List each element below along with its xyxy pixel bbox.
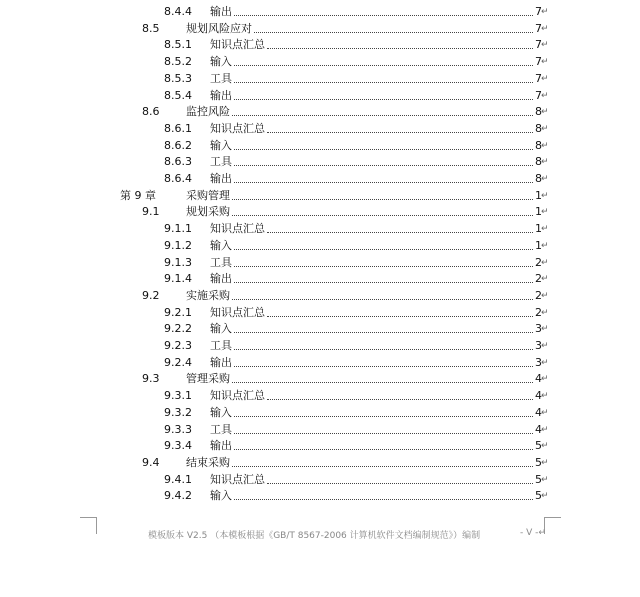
toc-entry-page: 8 <box>535 172 542 185</box>
toc-entry-title: 输出 <box>210 355 232 369</box>
toc-entry-title: 采购管理 <box>186 188 230 202</box>
toc-entry-number: 9.2.2 <box>164 322 192 336</box>
toc-entry-page: 4 <box>535 405 542 419</box>
toc-entry-number: 8.5.3 <box>164 71 192 85</box>
toc-entry-title: 工具 <box>210 155 232 169</box>
toc-entry-title: 工具 <box>210 71 232 85</box>
toc-entry-page: 5 <box>535 472 542 486</box>
toc-entry-page: 1 <box>535 205 542 219</box>
toc-entry-page: 3 <box>535 355 542 369</box>
toc-entry-page: 7 <box>535 38 542 52</box>
toc-entry-number: 8.5.4 <box>164 88 192 102</box>
toc-entry-title: 知识点汇总 <box>210 121 265 135</box>
toc-entry-page: 5 <box>535 439 542 453</box>
toc-entry-number: 9.2.4 <box>164 355 192 369</box>
toc-entry[interactable] <box>0 305 640 321</box>
paragraph-mark-icon: ↵ <box>541 57 549 68</box>
toc-entry[interactable] <box>0 21 640 37</box>
toc-entry-title: 知识点汇总 <box>210 472 265 486</box>
toc-entry-title: 输出 <box>210 88 232 102</box>
toc-entry-title: 工具 <box>210 339 232 352</box>
toc-dot-leader <box>234 15 533 16</box>
toc-entry[interactable] <box>0 4 640 20</box>
toc-entry-number: 9.2.1 <box>164 305 192 319</box>
paragraph-mark-icon: ↵ <box>541 424 549 435</box>
paragraph-mark-icon: ↵ <box>541 307 549 318</box>
toc-entry-page: 2 <box>535 255 542 269</box>
toc-dot-leader <box>267 232 533 233</box>
toc-entry-page: 4 <box>535 422 542 436</box>
toc-entry[interactable] <box>0 54 640 70</box>
toc-entry[interactable] <box>0 88 640 104</box>
toc-entry[interactable] <box>0 154 640 170</box>
toc-entry-page: 2 <box>535 305 542 319</box>
toc-dot-leader <box>232 466 533 467</box>
toc-dot-leader <box>232 115 533 116</box>
paragraph-mark-icon: ↵ <box>541 123 549 134</box>
paragraph-mark-icon: ↵ <box>541 140 549 151</box>
paragraph-mark-icon: ↵ <box>541 407 549 418</box>
toc-entry[interactable] <box>0 255 640 271</box>
toc-dot-leader <box>232 299 533 300</box>
toc-entry-number: 8.5 <box>142 21 160 35</box>
paragraph-mark-icon: ↵ <box>541 73 549 84</box>
footer-template-note: 模板版本 V2.5 （本模板根据《GB/T 8567-2006 计算机软件文档编制规范》）编制 <box>148 531 481 541</box>
toc-dot-leader <box>232 382 533 383</box>
toc-entry-page: 4 <box>535 372 542 386</box>
toc-entry-number: 8.6 <box>142 105 160 119</box>
toc-entry-page: 2 <box>535 288 542 302</box>
toc-entry-number: 8.5.2 <box>164 55 192 69</box>
toc-entry-title: 结束采购 <box>186 455 230 469</box>
toc-entry-page: 7 <box>535 88 542 102</box>
toc-entry[interactable] <box>0 405 640 421</box>
toc-entry-page: 7 <box>535 21 542 35</box>
toc-entry-title: 输入 <box>210 138 232 152</box>
toc-dot-leader <box>234 249 533 250</box>
toc-entry[interactable] <box>0 121 640 137</box>
paragraph-mark-icon: ↵ <box>541 441 549 452</box>
page-footer <box>0 528 640 544</box>
toc-entry[interactable] <box>0 438 640 454</box>
toc-entry[interactable] <box>0 388 640 404</box>
toc-dot-leader <box>267 483 533 484</box>
paragraph-mark-icon: ↵ <box>541 207 549 218</box>
toc-dot-leader <box>232 199 533 200</box>
toc-entry-title: 输入 <box>210 55 232 69</box>
toc-dot-leader <box>234 449 533 450</box>
toc-entry[interactable] <box>0 221 640 237</box>
toc-dot-leader <box>234 149 533 150</box>
toc-entry-page: 1 <box>535 238 542 252</box>
paragraph-mark-icon: ↵ <box>541 90 549 101</box>
toc-entry[interactable] <box>0 455 640 471</box>
toc-dot-leader <box>234 416 533 417</box>
toc-entry[interactable] <box>0 321 640 337</box>
toc-entry-number: 9.4.2 <box>164 489 192 503</box>
toc-entry-title: 输出 <box>210 172 232 185</box>
toc-entry-page: 7 <box>535 55 542 69</box>
toc-entry-title: 实施采购 <box>186 288 230 302</box>
toc-entry[interactable] <box>0 371 640 387</box>
paragraph-mark-icon: ↵ <box>541 324 549 335</box>
toc-entry[interactable] <box>0 71 640 87</box>
paragraph-mark-icon: ↵ <box>541 357 549 368</box>
toc-entry-title: 工具 <box>210 255 232 269</box>
toc-entry-title: 输入 <box>210 489 232 503</box>
toc-chapter-entry[interactable] <box>0 188 640 204</box>
toc-dot-leader <box>267 316 533 317</box>
toc-entry-number: 9.4.1 <box>164 472 192 486</box>
toc-entry-title: 规划风险应对 <box>186 21 252 35</box>
toc-entry-title: 监控风险 <box>186 105 230 119</box>
toc-entry-title: 输入 <box>210 238 232 252</box>
paragraph-mark-icon: ↵ <box>541 190 549 201</box>
paragraph-mark-icon: ↵ <box>541 474 549 485</box>
toc-entry-page: 3 <box>535 339 542 352</box>
toc-entry-number: 9.3.3 <box>164 422 192 436</box>
toc-entry-page: 1 <box>535 188 542 202</box>
paragraph-mark-icon: ↵ <box>541 224 549 235</box>
paragraph-mark-icon: ↵ <box>541 107 549 118</box>
toc-entry-number: 9.1.4 <box>164 272 192 286</box>
paragraph-mark-icon: ↵ <box>541 157 549 168</box>
toc-entry-number: 9.3.1 <box>164 389 192 403</box>
toc-entry[interactable] <box>0 288 640 304</box>
toc-entry-page: 5 <box>535 455 542 469</box>
toc-entry-title: 规划采购 <box>186 205 230 219</box>
paragraph-mark-icon: ↵ <box>541 374 549 385</box>
toc-entry-number: 9.1.3 <box>164 255 192 269</box>
toc-entry-page: 8 <box>535 121 542 135</box>
toc-entry-title: 管理采购 <box>186 372 230 386</box>
toc-entry-title: 知识点汇总 <box>210 38 265 52</box>
toc-entry-title: 输出 <box>210 5 232 18</box>
toc-entry[interactable] <box>0 488 640 504</box>
toc-dot-leader <box>234 182 533 183</box>
toc-dot-leader <box>254 32 533 33</box>
toc-entry-number: 8.5.1 <box>164 38 192 52</box>
toc-dot-leader <box>267 48 533 49</box>
toc-dot-leader <box>232 215 533 216</box>
toc-entry[interactable] <box>0 472 640 488</box>
toc-entry-number: 9.1.2 <box>164 238 192 252</box>
toc-dot-leader <box>234 165 533 166</box>
paragraph-mark-icon: ↵ <box>541 174 549 184</box>
toc-entry-number: 8.6.4 <box>164 172 192 185</box>
paragraph-mark-icon: ↵ <box>541 457 549 468</box>
paragraph-mark-icon: ↵ <box>541 23 549 34</box>
toc-entry[interactable] <box>0 138 640 154</box>
toc-entry-number: 第 9 章 <box>120 188 156 202</box>
paragraph-mark-icon: ↵ <box>541 341 549 351</box>
toc-dot-leader <box>234 266 533 267</box>
toc-entry-page: 4 <box>535 389 542 403</box>
toc-entry-page: 3 <box>535 322 542 336</box>
toc-entry-title: 知识点汇总 <box>210 222 265 236</box>
toc-entry-title: 知识点汇总 <box>210 305 265 319</box>
toc-entry[interactable] <box>0 355 640 371</box>
toc-entry-page: 7 <box>535 71 542 85</box>
paragraph-mark-icon: ↵ <box>541 240 549 251</box>
toc-entry-title: 工具 <box>210 422 232 436</box>
toc-dot-leader <box>234 366 533 367</box>
toc-entry-number: 8.6.2 <box>164 138 192 152</box>
toc-entry[interactable] <box>0 104 640 120</box>
toc-entry-page: 8 <box>535 138 542 152</box>
toc-entry-number: 9.3 <box>142 372 160 386</box>
toc-entry-title: 输出 <box>210 439 232 453</box>
toc-entry-number: 9.3.4 <box>164 439 192 453</box>
toc-entry-page: 7 <box>535 5 542 18</box>
paragraph-mark-icon: ↵ <box>541 391 549 402</box>
toc-dot-leader <box>234 349 533 350</box>
toc-dot-leader <box>234 499 533 500</box>
toc-entry-number: 8.6.1 <box>164 121 192 135</box>
toc-entry[interactable] <box>0 37 640 53</box>
toc-entry[interactable] <box>0 238 640 254</box>
toc-entry[interactable] <box>0 204 640 220</box>
toc-entry-title: 输入 <box>210 322 232 336</box>
paragraph-mark-icon: ↵ <box>541 274 549 285</box>
toc-entry[interactable] <box>0 271 640 287</box>
toc-entry-number: 9.3.2 <box>164 405 192 419</box>
toc-dot-leader <box>267 399 533 400</box>
toc-entry-number: 8.6.3 <box>164 155 192 169</box>
toc-dot-leader <box>234 332 533 333</box>
toc-entry-number: 8.4.4 <box>164 5 192 18</box>
toc-entry-title: 知识点汇总 <box>210 389 265 403</box>
toc-entry-number: 9.4 <box>142 455 160 469</box>
toc-entry[interactable] <box>0 338 640 354</box>
paragraph-mark-icon: ↵ <box>541 7 549 17</box>
toc-dot-leader <box>234 282 533 283</box>
toc-entry-title: 输入 <box>210 405 232 419</box>
footer-page-number: - V -↵ <box>520 528 546 538</box>
toc-entry-page: 8 <box>535 105 542 119</box>
toc-entry-page: 8 <box>535 155 542 169</box>
toc-entry-number: 9.1.1 <box>164 222 192 236</box>
toc-dot-leader <box>234 65 533 66</box>
toc-entry-number: 9.2.3 <box>164 339 192 352</box>
toc-entry-number: 9.1 <box>142 205 160 219</box>
toc-entry[interactable] <box>0 171 640 187</box>
paragraph-mark-icon: ↵ <box>541 290 549 301</box>
toc-entry-page: 2 <box>535 272 542 286</box>
toc-entry-page: 5 <box>535 489 542 503</box>
paragraph-mark-icon: ↵ <box>541 40 549 51</box>
toc-entry[interactable] <box>0 422 640 438</box>
toc-dot-leader <box>234 82 533 83</box>
paragraph-mark-icon: ↵ <box>541 491 549 502</box>
toc-dot-leader <box>234 433 533 434</box>
toc-entry-title: 输出 <box>210 272 232 286</box>
paragraph-mark-icon: ↵ <box>541 257 549 268</box>
toc-entry-number: 9.2 <box>142 288 160 302</box>
toc-dot-leader <box>267 132 533 133</box>
toc-entry-page: 1 <box>535 222 542 236</box>
toc-dot-leader <box>234 99 533 100</box>
